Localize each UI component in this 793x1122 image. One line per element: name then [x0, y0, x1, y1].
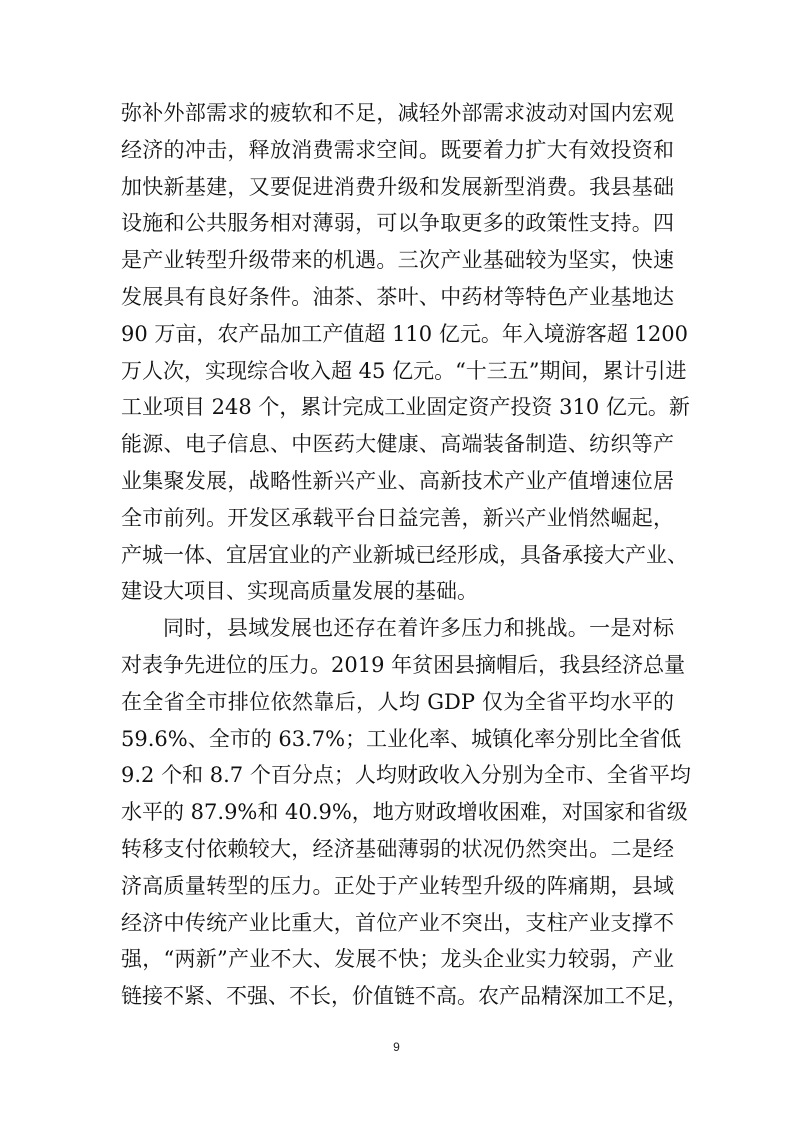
paragraph-last-line: 建设大项目、实现高质量发展的基础。	[121, 579, 478, 604]
text-line: 加快新基建，又要促进消费升级和发展新型消费。我县基础	[121, 174, 674, 199]
text-line: 链接不紧、不强、不长，价值链不高。农产品精深加工不足，	[121, 984, 688, 1009]
text-line: 在全省全市排位依然靠后，人均 GDP 仅为全省平均水平的	[121, 689, 674, 714]
text-line: 发展具有良好条件。油茶、茶叶、中药材等特色产业基地达	[121, 284, 674, 309]
text-line: 水平的 87.9%和 40.9%，地方财政增收困难，对国家和省级	[121, 800, 688, 825]
text-line: 对表争先进位的压力。2019 年贫困县摘帽后，我县经济总量	[121, 652, 686, 677]
text-line: 是产业转型升级带来的机遇。三次产业基础较为坚实，快速	[121, 248, 674, 273]
text-line: 弥补外部需求的疲软和不足，减轻外部需求波动对国内宏观	[121, 101, 674, 125]
text-line: 全市前列。开发区承载平台日益完善，新兴产业悄然崛起，	[121, 505, 674, 530]
text-line: 万人次，实现综合收入超 45 亿元。“十三五”期间，累计引进	[121, 358, 687, 383]
text-line: 强，“两新”产业不大、发展不快；龙头企业实力较弱，产业	[121, 947, 674, 972]
page-number: 9	[393, 1040, 400, 1054]
text-line: 产城一体、宜居宜业的产业新城已经形成，具备承接大产业、	[121, 542, 688, 567]
body-text	[121, 95, 691, 1015]
text-line: 业集聚发展，战略性新兴产业、高新技术产业产值增速位居	[121, 468, 674, 493]
text-line: 9.2 个和 8.7 个百分点；人均财政收入分别为全市、全省平均	[121, 763, 691, 788]
text-line: 济高质量转型的压力。正处于产业转型升级的阵痛期，县域	[121, 873, 674, 898]
text-line: 59.6%、全市的 63.7%；工业化率、城镇化率分别比全省低	[121, 726, 682, 751]
text-line: 经济中传统产业比重大，首位产业不突出，支柱产业支撑不	[121, 910, 674, 935]
text-line: 能源、电子信息、中医药大健康、高端装备制造、纺织等产	[121, 432, 674, 457]
text-line: 设施和公共服务相对薄弱，可以争取更多的政策性支持。四	[121, 211, 674, 236]
text-line: 90 万亩，农产品加工产值超 110 亿元。年入境游客超 1200	[121, 321, 688, 346]
text-line: 转移支付依赖较大，经济基础薄弱的状况仍然突出。二是经	[121, 836, 674, 861]
text-line: 工业项目 248 个，累计完成工业固定资产投资 310 亿元。新	[121, 395, 690, 420]
paragraph-first-line: 同时，县域发展也还存在着许多压力和挑战。一是对标	[163, 616, 674, 641]
text-line: 经济的冲击，释放消费需求空间。既要着力扩大有效投资和	[121, 137, 674, 162]
